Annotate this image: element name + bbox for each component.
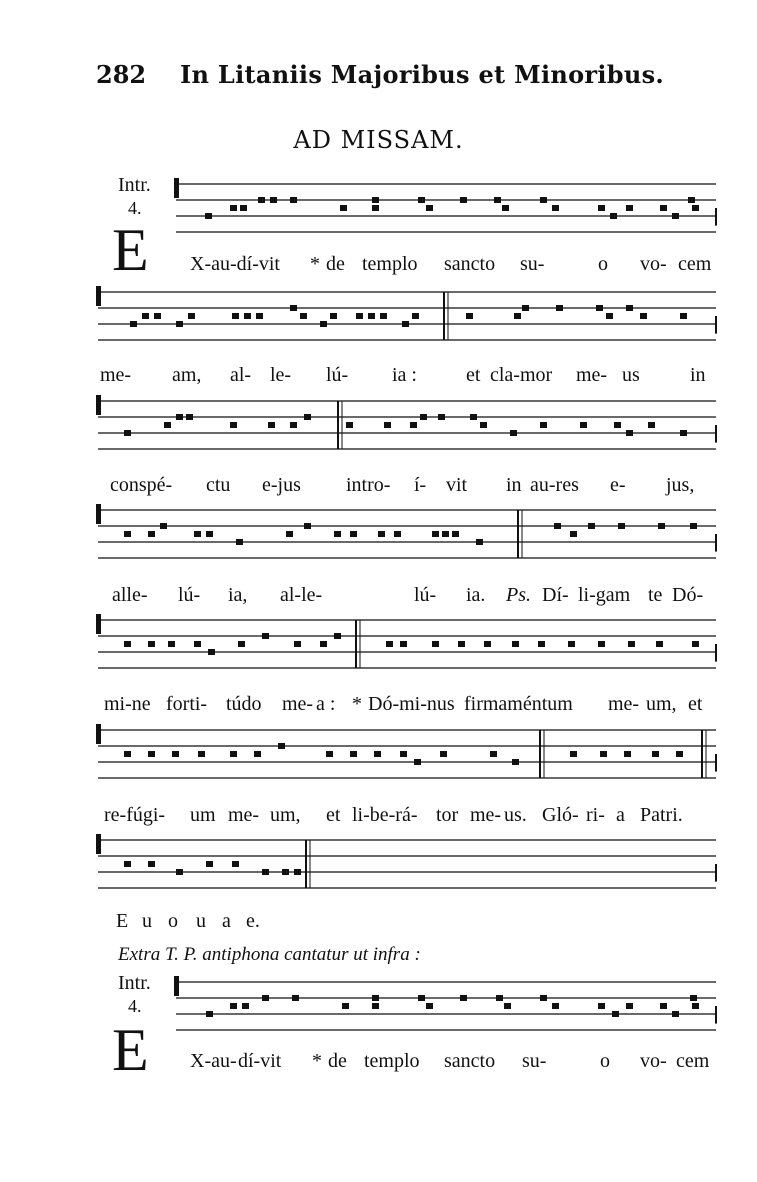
neume [680,430,687,436]
neume [452,531,459,537]
neume [624,751,631,757]
neume [626,430,633,436]
syllable: o [168,910,178,932]
syllable: dí-vit [238,1050,282,1072]
introit-label-2: Intr. [118,972,151,994]
neume [372,197,379,203]
neume [568,641,575,647]
syllable: al- [230,364,252,386]
neume [426,205,433,211]
syllable: a : [316,693,336,715]
syllable: lú- [178,584,201,606]
syllable: jus, [666,474,695,496]
neume [292,995,299,1001]
neume [432,641,439,647]
neume [194,531,201,537]
neume [232,861,239,867]
neume [460,197,467,203]
syllable: e- [610,474,626,496]
neume [148,531,155,537]
neume [124,861,131,867]
syllable: de [328,1050,347,1072]
neume [176,414,183,420]
neume [672,1011,679,1017]
syllable: me- [228,804,260,826]
neume [188,313,195,319]
syllable: ia, [228,584,248,606]
syllable: intro- [346,474,391,496]
neume [320,321,327,327]
neume [660,205,667,211]
introit-label: Intr. [118,174,151,196]
neume [606,313,613,319]
neume [168,641,175,647]
syllable: lú- [326,364,349,386]
neume [402,321,409,327]
neume [552,1003,559,1009]
neume [458,641,465,647]
syllable: li-be-rá- [352,804,418,826]
neume [176,321,183,327]
neume [680,313,687,319]
mode-number-2: 4. [128,996,142,1016]
initial-letter-2: E [112,1017,149,1083]
syllable: et [326,804,341,826]
c-clef [96,614,101,634]
neume [414,759,421,765]
neume [656,641,663,647]
neume [124,641,131,647]
neume [142,313,149,319]
syllable: mi-ne [104,693,151,715]
syllable: Patri. [640,804,683,826]
neume [442,531,449,537]
syllable: cem [678,253,712,275]
neume [244,313,251,319]
neume [334,633,341,639]
neume [490,751,497,757]
neume [610,213,617,219]
syllable: o [598,253,608,275]
neume [626,1003,633,1009]
neume [374,751,381,757]
syllable: templo [362,253,418,275]
syllable: re-fúgi- [104,804,166,826]
neume [262,633,269,639]
neume [240,205,247,211]
syllable: au-res [530,474,579,496]
neume [346,422,353,428]
neume [692,205,699,211]
neume [494,197,501,203]
neume [552,205,559,211]
syllable: in [690,364,706,386]
c-clef [96,504,101,524]
neume [410,422,417,428]
c-clef [96,724,101,744]
neume [540,422,547,428]
neume [538,641,545,647]
neume [238,641,245,647]
syllable: vit [446,474,468,496]
syllable: me- [576,364,608,386]
neume [378,531,385,537]
c-clef [174,178,179,198]
asterisk: * [352,693,362,715]
neume [198,751,205,757]
neume [540,197,547,203]
syllable: templo [364,1050,420,1072]
syllable: e. [246,910,260,932]
neume [502,205,509,211]
syllable: us. [504,804,527,826]
neume [384,422,391,428]
neume [386,641,393,647]
neume [124,751,131,757]
page-number: 282 [96,60,147,89]
neume [294,869,301,875]
syllable: u [142,910,152,932]
syllable: lú- [414,584,437,606]
initial-letter: E [112,217,149,283]
section-title: AD MISSAM. [293,126,464,154]
neume [440,751,447,757]
neume [186,414,193,420]
neume [612,1011,619,1017]
neume [690,995,697,1001]
neume [340,205,347,211]
neume [230,751,237,757]
neume [690,523,697,529]
neume [230,205,237,211]
neume [614,422,621,428]
syllable: e-jus [262,474,301,496]
neume [660,1003,667,1009]
neume [230,422,237,428]
neume [412,313,419,319]
neume [206,861,213,867]
neume [320,641,327,647]
syllable: sancto [444,1050,496,1072]
neume [598,205,605,211]
neume [254,751,261,757]
neume [418,197,425,203]
syllable: o [600,1050,610,1072]
neume [124,430,131,436]
syllable: us [622,364,640,386]
neume [304,414,311,420]
syllable: X-au- [190,1050,237,1072]
c-clef [96,286,101,306]
neume [206,531,213,537]
neume [580,422,587,428]
neume [626,205,633,211]
neume [368,313,375,319]
neume [418,995,425,1001]
syllable: Dó- [672,584,704,606]
psalm-label: Ps. [506,584,531,606]
neume [242,1003,249,1009]
neume [208,649,215,655]
syllable: ri- [586,804,605,826]
neume [304,523,311,529]
neume [290,305,297,311]
syllable: um, [270,804,301,826]
neume [148,751,155,757]
neume [600,751,607,757]
neume [438,414,445,420]
neume [350,531,357,537]
neume [278,743,285,749]
syllable: ctu [206,474,231,496]
neume [570,751,577,757]
neume [598,1003,605,1009]
neume [206,1011,213,1017]
neume [466,313,473,319]
neume [286,531,293,537]
neume [148,861,155,867]
syllable: Gló- [542,804,579,826]
neume [330,313,337,319]
syllable: forti- [166,693,208,715]
neume [164,422,171,428]
neume [268,422,275,428]
syllable: um [190,804,216,826]
neume [262,995,269,1001]
neume [394,531,401,537]
c-clef [96,834,101,854]
syllable: a [616,804,625,826]
neume [652,751,659,757]
neume [484,641,491,647]
neume [256,313,263,319]
neume [688,197,695,203]
neume [130,321,137,327]
c-clef [174,976,179,996]
syllable: su- [520,253,545,275]
neume [588,523,595,529]
neume [672,213,679,219]
neume [124,531,131,537]
syllable: tor [436,804,459,826]
neume [160,523,167,529]
neume [148,641,155,647]
syllable: me- [608,693,640,715]
syllable: í- [414,474,427,496]
syllable: vo- [640,1050,667,1072]
neume [556,305,563,311]
neume [326,751,333,757]
syllable: me- [282,693,314,715]
neume [648,422,655,428]
neume [290,422,297,428]
neume [676,751,683,757]
neume [640,313,647,319]
syllable: et [466,364,481,386]
neume [554,523,561,529]
neume [290,197,297,203]
neume [380,313,387,319]
syllable: me- [100,364,132,386]
neume [258,197,265,203]
syllable: al-le- [280,584,323,606]
neume [628,641,635,647]
neume [626,305,633,311]
syllable: sancto [444,253,496,275]
neume [496,995,503,1001]
neume [598,641,605,647]
syllable: um, [646,693,677,715]
syllable: te [648,584,663,606]
syllable: et [688,693,703,715]
neume [432,531,439,537]
neume [205,213,212,219]
neume [658,523,665,529]
neume [172,751,179,757]
syllable: X-au-dí-vit [190,253,280,275]
syllable: firmaméntum [464,693,573,715]
syllable: Dí- [542,584,569,606]
syllable: ia. [466,584,486,606]
neume [512,641,519,647]
syllable: le- [270,364,292,386]
neume [512,759,519,765]
neume [426,1003,433,1009]
asterisk: * [312,1050,322,1072]
neume [356,313,363,319]
neume [540,995,547,1001]
neume [176,869,183,875]
neume [236,539,243,545]
neume [372,205,379,211]
syllable: u [196,910,206,932]
neume [270,197,277,203]
neume [350,751,357,757]
syllable: Dó-mi-nus [368,693,455,715]
syllable: a [222,910,231,932]
neume [570,531,577,537]
mode-number: 4. [128,198,142,218]
neume [596,305,603,311]
syllable: su- [522,1050,547,1072]
neume [476,539,483,545]
neume [230,1003,237,1009]
neume [514,313,521,319]
neume [282,869,289,875]
rubric-note: Extra T. P. antiphona cantatur ut infra : [118,944,421,965]
neume [372,995,379,1001]
neume [692,1003,699,1009]
c-clef [96,395,101,415]
neume [400,751,407,757]
neume [372,1003,379,1009]
asterisk: * [310,253,320,275]
neume [692,641,699,647]
neume [342,1003,349,1009]
syllable: conspé- [110,474,173,496]
syllable: vo- [640,253,667,275]
syllable: cem [676,1050,710,1072]
neume [194,641,201,647]
syllable: me- [470,804,502,826]
neume [334,531,341,537]
syllable: in [506,474,522,496]
neume [522,305,529,311]
neume [232,313,239,319]
neume [618,523,625,529]
neume [154,313,161,319]
neume [300,313,307,319]
syllable: am, [172,364,202,386]
page-header-title: In Litaniis Majoribus et Minoribus. [180,60,665,89]
syllable: túdo [226,693,262,715]
neume [294,641,301,647]
syllable: ia : [392,364,417,386]
neume [262,869,269,875]
neume [400,641,407,647]
neume [470,414,477,420]
syllable: li-gam [578,584,631,606]
neume [504,1003,511,1009]
syllable: cla-mor [490,364,553,386]
neume [460,995,467,1001]
neume [480,422,487,428]
neume [510,430,517,436]
neume [420,414,427,420]
syllable: alle- [112,584,148,606]
syllable: de [326,253,345,275]
syllable: E [116,910,129,932]
